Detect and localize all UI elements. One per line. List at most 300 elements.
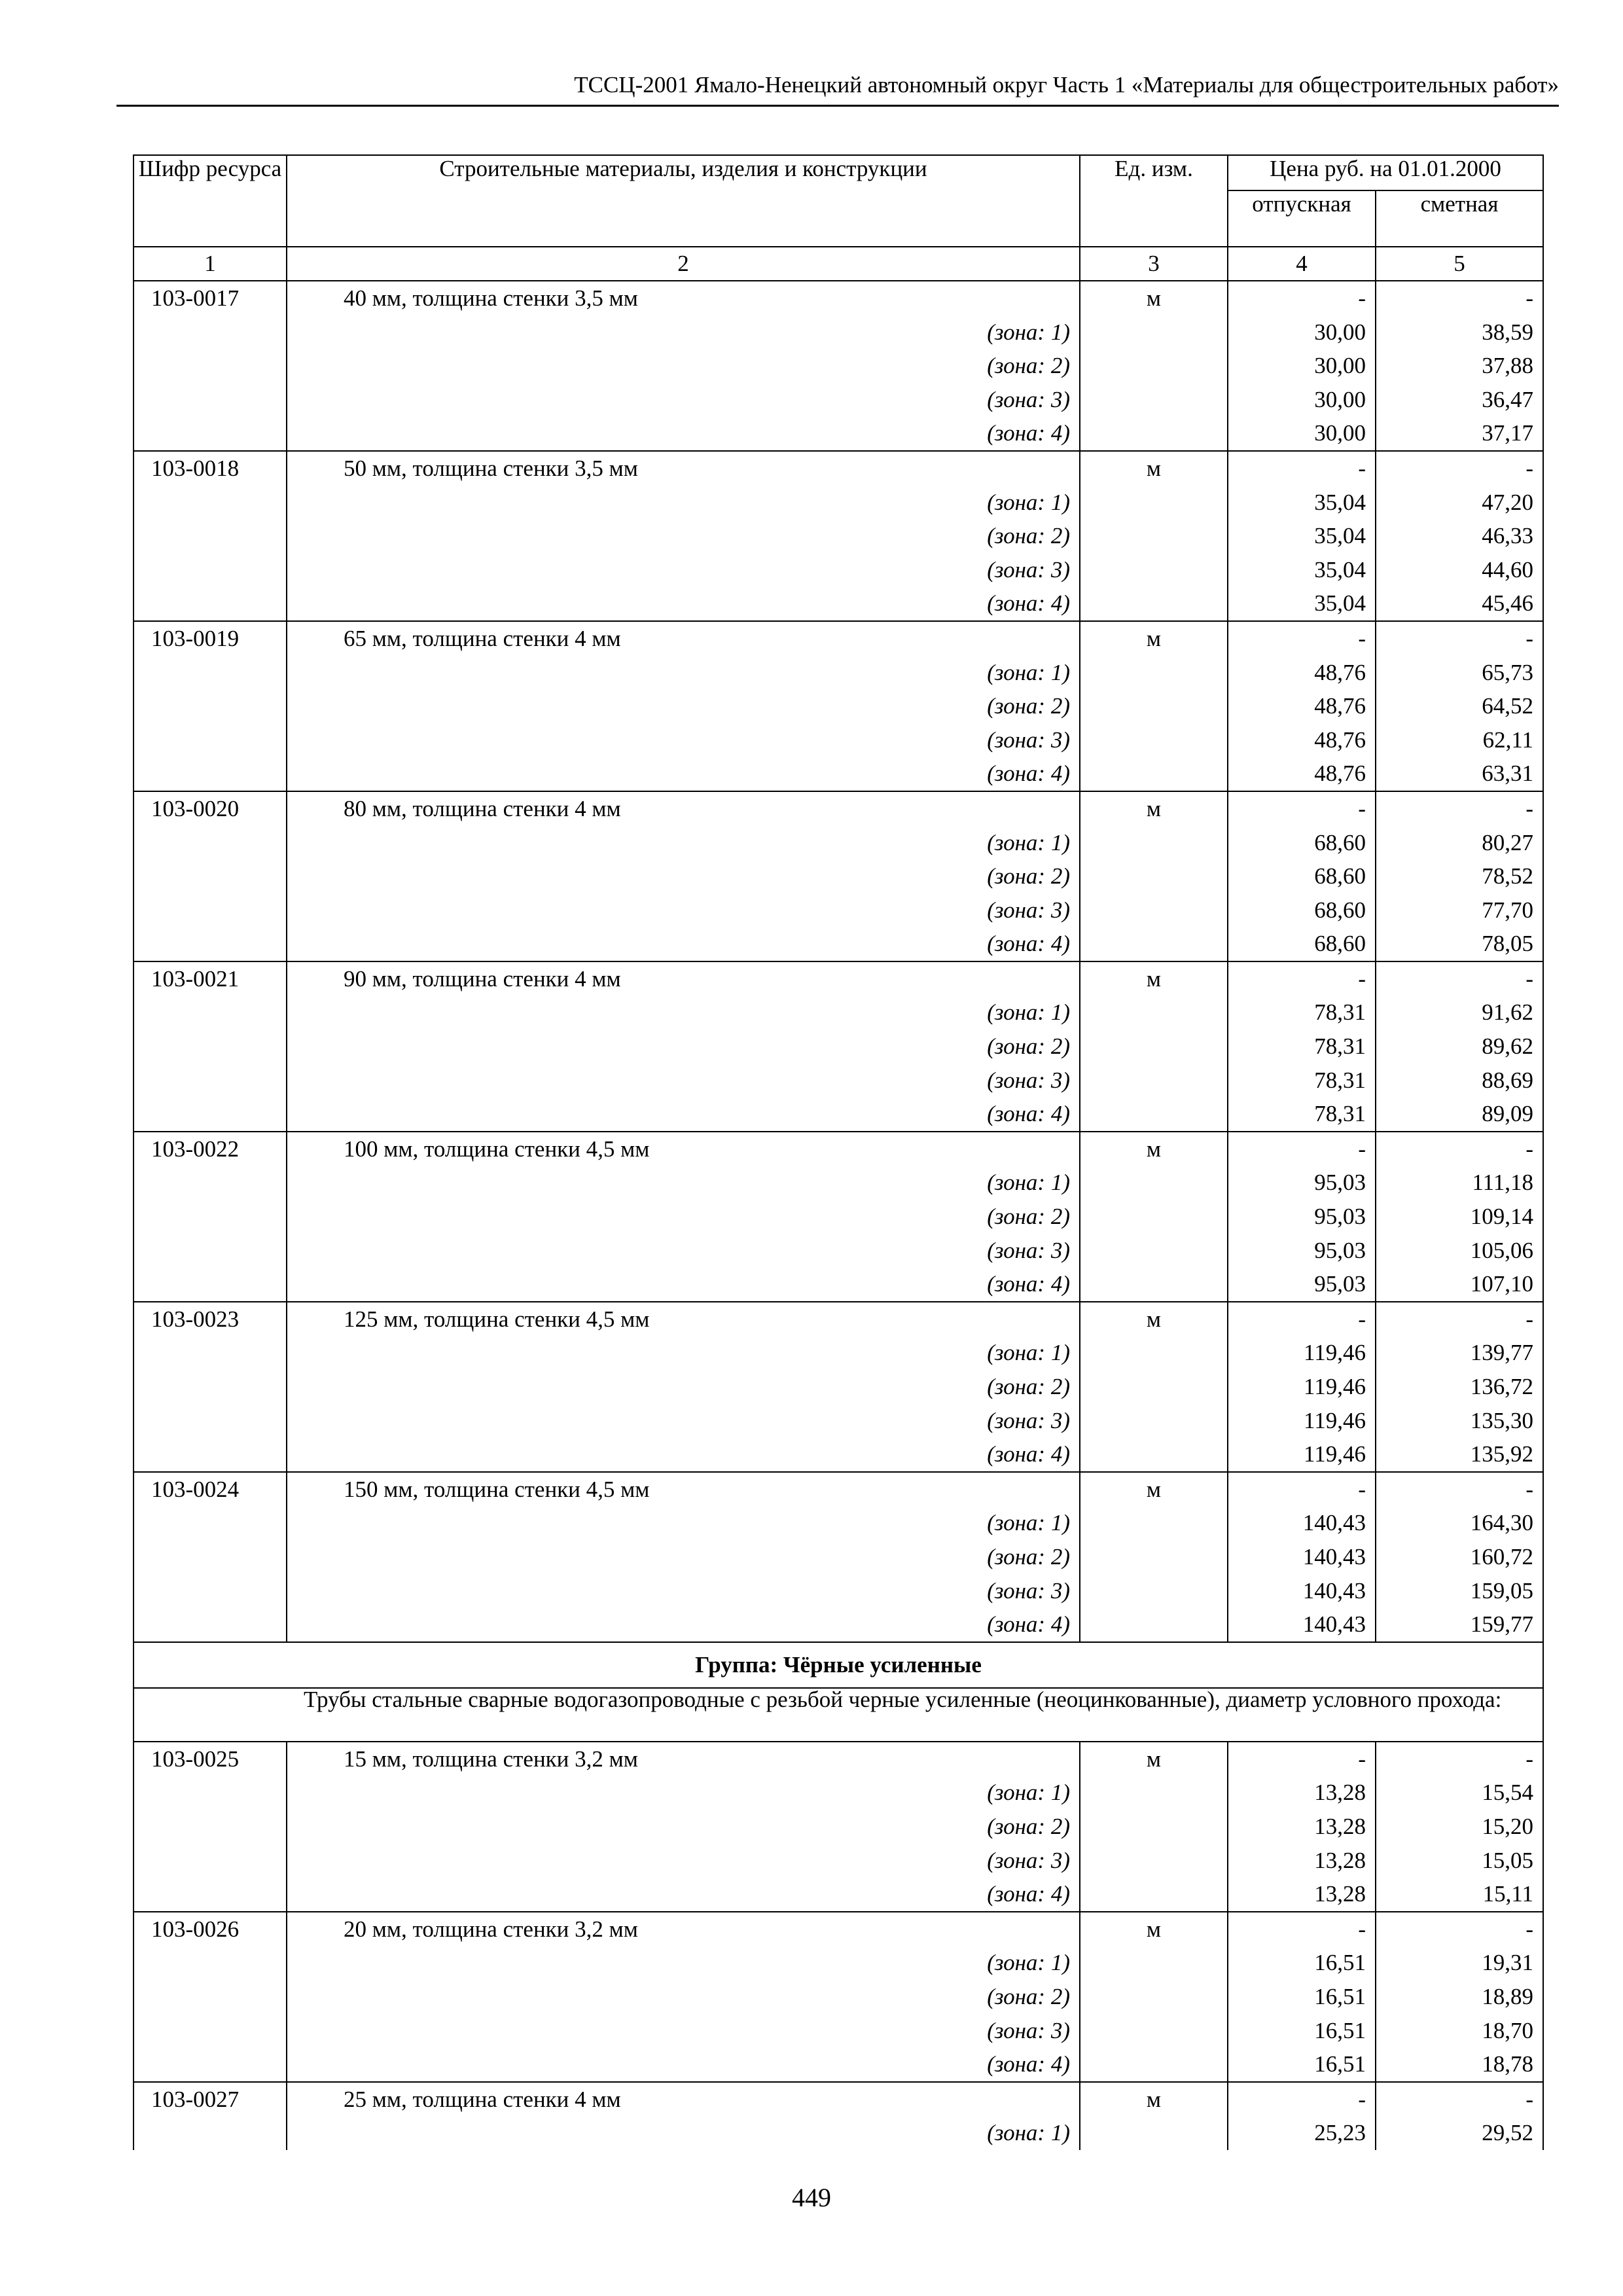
release-price: 95,03 <box>1228 1166 1376 1200</box>
zone-row <box>134 1336 1543 1370</box>
col-header-price: Цена руб. на 01.01.2000 <box>1228 155 1543 190</box>
estimate-price: 109,14 <box>1376 1200 1543 1234</box>
table-row <box>134 1132 1543 1166</box>
zone-label: (зона: 3) <box>287 1234 1080 1268</box>
release-price: 140,43 <box>1228 1506 1376 1540</box>
estimate-price: 64,52 <box>1376 689 1543 723</box>
release-price: 95,03 <box>1228 1234 1376 1268</box>
zone-label: (зона: 2) <box>287 1810 1080 1844</box>
empty-cell <box>1080 1844 1228 1878</box>
estimate-price: 77,70 <box>1376 893 1543 927</box>
release-price: 78,31 <box>1228 1097 1376 1132</box>
estimate-price: - <box>1376 1742 1543 1776</box>
release-price: - <box>1228 791 1376 826</box>
col-number: 5 <box>1376 247 1543 281</box>
estimate-price: 80,27 <box>1376 826 1543 860</box>
release-price: - <box>1228 281 1376 315</box>
zone-row <box>134 586 1543 621</box>
empty-cell <box>1080 1437 1228 1472</box>
empty-cell <box>134 1097 287 1132</box>
item-name: 65 мм, толщина стенки 4 мм <box>287 621 1080 656</box>
empty-cell <box>134 893 287 927</box>
unit-cell: м <box>1080 961 1228 996</box>
empty-cell <box>1080 1064 1228 1098</box>
zone-row <box>134 1506 1543 1540</box>
release-price: 68,60 <box>1228 859 1376 893</box>
zone-label: (зона: 2) <box>287 1980 1080 2014</box>
release-price: 119,46 <box>1228 1370 1376 1404</box>
item-name: 90 мм, толщина стенки 4 мм <box>287 961 1080 996</box>
release-price: - <box>1228 1742 1376 1776</box>
zone-label: (зона: 2) <box>287 859 1080 893</box>
empty-cell <box>134 826 287 860</box>
zone-label: (зона: 4) <box>287 1877 1080 1912</box>
release-price: 119,46 <box>1228 1336 1376 1370</box>
unit-cell: м <box>1080 621 1228 656</box>
empty-cell <box>1080 586 1228 621</box>
empty-cell <box>134 1776 287 1810</box>
zone-label: (зона: 1) <box>287 1776 1080 1810</box>
estimate-price: 159,05 <box>1376 1574 1543 1608</box>
empty-cell <box>1080 416 1228 451</box>
resource-code: 103-0018 <box>134 451 287 486</box>
zone-row <box>134 1540 1543 1574</box>
empty-cell <box>1080 1267 1228 1302</box>
empty-cell <box>134 383 287 417</box>
zone-row <box>134 1370 1543 1404</box>
zone-row <box>134 315 1543 350</box>
zone-row <box>134 2047 1543 2082</box>
items-section-a <box>134 281 1543 1642</box>
estimate-price: 47,20 <box>1376 486 1543 520</box>
release-price: 119,46 <box>1228 1437 1376 1472</box>
empty-cell <box>1080 893 1228 927</box>
zone-label: (зона: 1) <box>287 826 1080 860</box>
empty-cell <box>1080 1607 1228 1642</box>
empty-cell <box>134 723 287 757</box>
zone-label: (зона: 4) <box>287 927 1080 961</box>
release-price: 140,43 <box>1228 1574 1376 1608</box>
unit-cell: м <box>1080 281 1228 315</box>
release-price: 13,28 <box>1228 1844 1376 1878</box>
empty-cell <box>134 1370 287 1404</box>
zone-row <box>134 1097 1543 1132</box>
running-header <box>116 71 1559 107</box>
zone-label: (зона: 4) <box>287 586 1080 621</box>
empty-cell <box>1080 1166 1228 1200</box>
zone-label: (зона: 4) <box>287 1097 1080 1132</box>
resource-code: 103-0024 <box>134 1472 287 1507</box>
empty-cell <box>134 656 287 690</box>
table-row <box>134 451 1543 486</box>
estimate-price: 89,62 <box>1376 1030 1543 1064</box>
col-header-release: отпускная <box>1228 190 1376 247</box>
empty-cell <box>1080 315 1228 350</box>
resource-code: 103-0017 <box>134 281 287 315</box>
release-price: 78,31 <box>1228 1064 1376 1098</box>
zone-row <box>134 656 1543 690</box>
empty-cell <box>1080 689 1228 723</box>
release-price: 16,51 <box>1228 1980 1376 2014</box>
empty-cell <box>1080 1810 1228 1844</box>
empty-cell <box>134 315 287 350</box>
resource-code: 103-0027 <box>134 2082 287 2117</box>
item-name: 100 мм, толщина стенки 4,5 мм <box>287 1132 1080 1166</box>
zone-label: (зона: 1) <box>287 996 1080 1030</box>
zone-label: (зона: 1) <box>287 315 1080 350</box>
zone-row <box>134 893 1543 927</box>
release-price: 78,31 <box>1228 1030 1376 1064</box>
zone-row <box>134 996 1543 1030</box>
zone-row <box>134 1607 1543 1642</box>
estimate-price: 15,20 <box>1376 1810 1543 1844</box>
estimate-price: 36,47 <box>1376 383 1543 417</box>
empty-cell <box>134 1540 287 1574</box>
empty-cell <box>1080 1030 1228 1064</box>
estimate-price: 18,70 <box>1376 2014 1543 2048</box>
zone-row <box>134 1844 1543 1878</box>
zone-row <box>134 1574 1543 1608</box>
zone-row <box>134 927 1543 961</box>
release-price: - <box>1228 961 1376 996</box>
page-number: 449 <box>792 2183 831 2212</box>
empty-cell <box>1080 927 1228 961</box>
empty-cell <box>134 1980 287 2014</box>
release-price: 13,28 <box>1228 1810 1376 1844</box>
zone-label: (зона: 2) <box>287 689 1080 723</box>
item-name: 125 мм, толщина стенки 4,5 мм <box>287 1302 1080 1336</box>
release-price: 35,04 <box>1228 486 1376 520</box>
zone-label: (зона: 3) <box>287 1844 1080 1878</box>
empty-cell <box>134 1064 287 1098</box>
unit-cell: м <box>1080 1742 1228 1776</box>
zone-label: (зона: 3) <box>287 1064 1080 1098</box>
release-price: 78,31 <box>1228 996 1376 1030</box>
zone-row <box>134 1946 1543 1980</box>
estimate-price: 18,89 <box>1376 1980 1543 2014</box>
empty-cell <box>134 689 287 723</box>
empty-cell <box>134 927 287 961</box>
group-description: Трубы стальные сварные водогазопроводные с резьбой черные усиленные (неоцинкованные), диаметр условного прохода: <box>304 1686 1502 1712</box>
zone-label: (зона: 1) <box>287 1506 1080 1540</box>
item-name: 50 мм, толщина стенки 3,5 мм <box>287 451 1080 486</box>
estimate-price: 89,09 <box>1376 1097 1543 1132</box>
empty-cell <box>134 586 287 621</box>
empty-cell <box>134 757 287 791</box>
table-row <box>134 961 1543 996</box>
estimate-price: - <box>1376 961 1543 996</box>
release-price: 30,00 <box>1228 383 1376 417</box>
zone-row <box>134 689 1543 723</box>
zone-row <box>134 383 1543 417</box>
release-price: 16,51 <box>1228 2047 1376 2082</box>
release-price: - <box>1228 1302 1376 1336</box>
zone-label: (зона: 2) <box>287 349 1080 383</box>
resource-code: 103-0026 <box>134 1912 287 1946</box>
resource-code: 103-0019 <box>134 621 287 656</box>
empty-cell <box>1080 519 1228 553</box>
empty-cell <box>1080 1877 1228 1912</box>
estimate-price: 15,11 <box>1376 1877 1543 1912</box>
empty-cell <box>134 996 287 1030</box>
empty-cell <box>134 1946 287 1980</box>
estimate-price: - <box>1376 1132 1543 1166</box>
resource-code: 103-0020 <box>134 791 287 826</box>
estimate-price: 78,05 <box>1376 927 1543 961</box>
estimate-price: - <box>1376 1472 1543 1507</box>
estimate-price: - <box>1376 1912 1543 1946</box>
empty-cell <box>134 1607 287 1642</box>
zone-label: (зона: 4) <box>287 2047 1080 2082</box>
empty-cell <box>1080 996 1228 1030</box>
estimate-price: 135,92 <box>1376 1437 1543 1472</box>
empty-cell <box>1080 826 1228 860</box>
zone-label: (зона: 1) <box>287 2116 1080 2150</box>
zone-label: (зона: 3) <box>287 2014 1080 2048</box>
estimate-price: 164,30 <box>1376 1506 1543 1540</box>
release-price: 68,60 <box>1228 826 1376 860</box>
col-number: 1 <box>134 247 287 281</box>
estimate-price: 15,54 <box>1376 1776 1543 1810</box>
empty-cell <box>1080 757 1228 791</box>
zone-row <box>134 757 1543 791</box>
zone-label: (зона: 1) <box>287 486 1080 520</box>
zone-label: (зона: 2) <box>287 519 1080 553</box>
empty-cell <box>134 1506 287 1540</box>
empty-cell <box>134 1810 287 1844</box>
estimate-price: 65,73 <box>1376 656 1543 690</box>
unit-cell: м <box>1080 451 1228 486</box>
zone-row <box>134 1200 1543 1234</box>
zone-row <box>134 486 1543 520</box>
empty-cell <box>134 486 287 520</box>
table-row <box>134 1472 1543 1507</box>
table-row <box>134 791 1543 826</box>
item-name: 25 мм, толщина стенки 4 мм <box>287 2082 1080 2117</box>
empty-cell <box>134 859 287 893</box>
release-price: 48,76 <box>1228 723 1376 757</box>
release-price: - <box>1228 1132 1376 1166</box>
release-price: 48,76 <box>1228 689 1376 723</box>
release-price: 25,23 <box>1228 2116 1376 2150</box>
estimate-price: - <box>1376 621 1543 656</box>
estimate-price: 91,62 <box>1376 996 1543 1030</box>
empty-cell <box>134 416 287 451</box>
unit-cell: м <box>1080 1132 1228 1166</box>
empty-cell <box>1080 553 1228 587</box>
zone-row <box>134 553 1543 587</box>
empty-cell <box>1080 1540 1228 1574</box>
empty-cell <box>1080 1336 1228 1370</box>
col-number: 2 <box>287 247 1080 281</box>
estimate-price: 78,52 <box>1376 859 1543 893</box>
resource-code: 103-0021 <box>134 961 287 996</box>
empty-cell <box>1080 486 1228 520</box>
zone-row <box>134 1437 1543 1472</box>
zone-label: (зона: 4) <box>287 1607 1080 1642</box>
estimate-price: 105,06 <box>1376 1234 1543 1268</box>
unit-cell: м <box>1080 1912 1228 1946</box>
estimate-price: 135,30 <box>1376 1404 1543 1438</box>
zone-label: (зона: 2) <box>287 1200 1080 1234</box>
empty-cell <box>134 1844 287 1878</box>
empty-cell <box>1080 859 1228 893</box>
zone-label: (зона: 4) <box>287 416 1080 451</box>
estimate-price: 88,69 <box>1376 1064 1543 1098</box>
zone-label: (зона: 1) <box>287 1946 1080 1980</box>
empty-cell <box>134 1200 287 1234</box>
table-row <box>134 281 1543 315</box>
col-header-estimate: сметная <box>1376 190 1543 247</box>
zone-row <box>134 1030 1543 1064</box>
release-price: 140,43 <box>1228 1540 1376 1574</box>
col-number: 3 <box>1080 247 1228 281</box>
zone-row <box>134 1776 1543 1810</box>
group-description-row <box>134 1688 1543 1742</box>
zone-label: (зона: 4) <box>287 757 1080 791</box>
empty-cell <box>134 1574 287 1608</box>
estimate-price: 37,17 <box>1376 416 1543 451</box>
estimate-price: - <box>1376 791 1543 826</box>
unit-cell: м <box>1080 1302 1228 1336</box>
empty-cell <box>1080 1574 1228 1608</box>
release-price: 30,00 <box>1228 349 1376 383</box>
release-price: - <box>1228 2082 1376 2117</box>
zone-label: (зона: 3) <box>287 723 1080 757</box>
zone-row <box>134 1267 1543 1302</box>
release-price: 48,76 <box>1228 757 1376 791</box>
zone-row <box>134 1166 1543 1200</box>
estimate-price: 18,78 <box>1376 2047 1543 2082</box>
empty-cell <box>134 1030 287 1064</box>
empty-cell <box>134 1404 287 1438</box>
table-header <box>134 155 1543 247</box>
zone-row <box>134 349 1543 383</box>
zone-row <box>134 1980 1543 2014</box>
release-price: 35,04 <box>1228 586 1376 621</box>
group-title-row <box>134 1642 1543 1688</box>
estimate-price: - <box>1376 451 1543 486</box>
empty-cell <box>134 1336 287 1370</box>
item-name: 20 мм, толщина стенки 3,2 мм <box>287 1912 1080 1946</box>
zone-label: (зона: 4) <box>287 1437 1080 1472</box>
empty-cell <box>1080 383 1228 417</box>
zone-row <box>134 859 1543 893</box>
release-price: - <box>1228 1912 1376 1946</box>
release-price: - <box>1228 621 1376 656</box>
empty-cell <box>134 2014 287 2048</box>
item-name: 80 мм, толщина стенки 4 мм <box>287 791 1080 826</box>
unit-cell: м <box>1080 2082 1228 2117</box>
table-row <box>134 2082 1543 2117</box>
table-row <box>134 1742 1543 1776</box>
estimate-price: 46,33 <box>1376 519 1543 553</box>
release-price: 68,60 <box>1228 893 1376 927</box>
empty-cell <box>1080 1946 1228 1980</box>
table-row <box>134 1912 1543 1946</box>
zone-row <box>134 2014 1543 2048</box>
estimate-price: 29,52 <box>1376 2116 1543 2150</box>
estimate-price: - <box>1376 2082 1543 2117</box>
release-price: 16,51 <box>1228 2014 1376 2048</box>
zone-label: (зона: 2) <box>287 1370 1080 1404</box>
estimate-price: 38,59 <box>1376 315 1543 350</box>
empty-cell <box>1080 2116 1228 2150</box>
table-row <box>134 1302 1543 1336</box>
zone-label: (зона: 1) <box>287 1336 1080 1370</box>
zone-row <box>134 1234 1543 1268</box>
estimate-price: - <box>1376 1302 1543 1336</box>
estimate-price: 37,88 <box>1376 349 1543 383</box>
resource-code: 103-0023 <box>134 1302 287 1336</box>
col-header-code: Шифр ресурса <box>134 155 287 247</box>
empty-cell <box>1080 1370 1228 1404</box>
release-price: 140,43 <box>1228 1607 1376 1642</box>
zone-label: (зона: 4) <box>287 1267 1080 1302</box>
table-row <box>134 621 1543 656</box>
release-price: 35,04 <box>1228 519 1376 553</box>
zone-label: (зона: 3) <box>287 553 1080 587</box>
estimate-price: 62,11 <box>1376 723 1543 757</box>
zone-label: (зона: 3) <box>287 1574 1080 1608</box>
estimate-price: 160,72 <box>1376 1540 1543 1574</box>
empty-cell <box>134 1437 287 1472</box>
release-price: - <box>1228 451 1376 486</box>
estimate-price: 45,46 <box>1376 586 1543 621</box>
estimate-price: 107,10 <box>1376 1267 1543 1302</box>
estimate-price: 159,77 <box>1376 1607 1543 1642</box>
items-section-b <box>134 1742 1543 2150</box>
release-price: 48,76 <box>1228 656 1376 690</box>
empty-cell <box>1080 1097 1228 1132</box>
item-name: 15 мм, толщина стенки 3,2 мм <box>287 1742 1080 1776</box>
empty-cell <box>1080 1980 1228 2014</box>
release-price: 13,28 <box>1228 1877 1376 1912</box>
empty-cell <box>1080 349 1228 383</box>
estimate-price: 63,31 <box>1376 757 1543 791</box>
zone-row <box>134 1404 1543 1438</box>
running-header-text: ТССЦ-2001 Ямало-Ненецкий автономный округ Часть 1 «Материалы для общестроительных работ» <box>574 72 1559 98</box>
empty-cell <box>134 1234 287 1268</box>
col-header-unit: Ед. изм. <box>1080 155 1228 247</box>
release-price: 119,46 <box>1228 1404 1376 1438</box>
empty-cell <box>134 349 287 383</box>
empty-cell <box>134 553 287 587</box>
estimate-price: 15,05 <box>1376 1844 1543 1878</box>
zone-row <box>134 1064 1543 1098</box>
col-number: 4 <box>1228 247 1376 281</box>
zone-label: (зона: 2) <box>287 1030 1080 1064</box>
resource-code: 103-0025 <box>134 1742 287 1776</box>
release-price: 30,00 <box>1228 315 1376 350</box>
empty-cell <box>1080 1776 1228 1810</box>
zone-row <box>134 1877 1543 1912</box>
release-price: 68,60 <box>1228 927 1376 961</box>
price-table <box>133 154 1544 2150</box>
release-price: 95,03 <box>1228 1267 1376 1302</box>
empty-cell <box>134 1877 287 1912</box>
zone-row <box>134 2116 1543 2150</box>
zone-label: (зона: 1) <box>287 1166 1080 1200</box>
empty-cell <box>1080 2047 1228 2082</box>
estimate-price: - <box>1376 281 1543 315</box>
estimate-price: 139,77 <box>1376 1336 1543 1370</box>
zone-label: (зона: 3) <box>287 1404 1080 1438</box>
group-title: Группа: Чёрные усиленные <box>134 1642 1543 1688</box>
zone-row <box>134 416 1543 451</box>
empty-cell <box>1080 2014 1228 2048</box>
release-price: - <box>1228 1472 1376 1507</box>
